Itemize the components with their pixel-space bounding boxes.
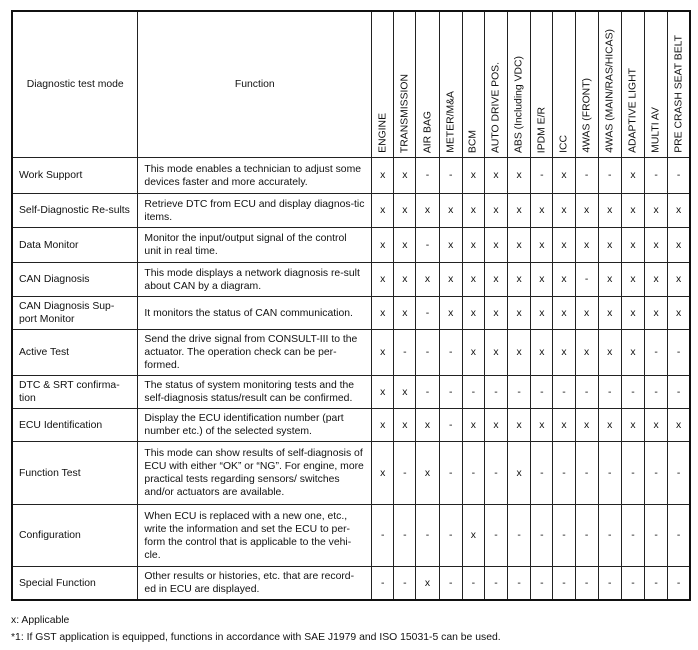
applicability-mark: - <box>621 376 644 409</box>
applicability-mark: - <box>439 505 462 567</box>
function-description-cell: Display the ECU identification number (part number etc.) of the selected system. <box>138 409 372 442</box>
applicability-mark: x <box>508 263 531 297</box>
system-column-header <box>553 11 575 158</box>
applicability-mark: x <box>645 409 668 442</box>
applicability-mark: - <box>645 567 668 601</box>
applicability-mark: - <box>645 442 668 505</box>
applicability-mark: - <box>484 567 507 601</box>
applicability-mark: x <box>508 409 531 442</box>
applicability-mark: - <box>508 505 531 567</box>
diagnostic-mode-cell: Function Test <box>12 442 138 505</box>
applicability-mark: - <box>531 442 553 505</box>
function-description-cell: Other results or histories, etc. that are record-ed in ECU are displayed. <box>138 567 372 601</box>
applicability-mark: x <box>598 330 621 376</box>
system-column-header <box>598 11 621 158</box>
system-header-label: IPDM E/R <box>536 106 548 153</box>
applicability-mark: x <box>372 228 394 263</box>
applicable-legend: x: Applicable <box>11 615 70 626</box>
applicability-mark: x <box>416 409 439 442</box>
applicability-mark: x <box>575 194 598 228</box>
function-description-cell: When ECU is replaced with a new one, etc., write the information and set the ECU to per-form the control that is applicable to the vehi-cle. <box>138 505 372 567</box>
applicability-mark: x <box>416 442 439 505</box>
applicability-mark: - <box>484 376 507 409</box>
applicability-mark: - <box>598 442 621 505</box>
applicability-mark: - <box>621 505 644 567</box>
applicability-mark: x <box>598 297 621 330</box>
table-row <box>12 376 690 409</box>
applicability-mark: x <box>508 297 531 330</box>
system-header-label: AIR BAG <box>422 110 434 153</box>
applicability-mark: x <box>621 228 644 263</box>
system-header-label: 4WAS (MAIN/RAS/HICAS) <box>604 29 616 153</box>
applicability-mark: x <box>553 194 575 228</box>
applicability-mark: - <box>668 505 690 567</box>
applicability-mark: x <box>553 158 575 194</box>
table-row <box>12 194 690 228</box>
applicability-mark: x <box>508 330 531 376</box>
applicability-mark: - <box>439 376 462 409</box>
applicability-mark: - <box>598 505 621 567</box>
applicability-mark: - <box>553 376 575 409</box>
applicability-mark: x <box>621 194 644 228</box>
applicability-mark: x <box>508 194 531 228</box>
applicability-mark: - <box>575 263 598 297</box>
applicability-mark: - <box>439 567 462 601</box>
system-column-header <box>416 11 439 158</box>
system-column-header <box>621 11 644 158</box>
applicability-mark: - <box>394 505 416 567</box>
system-column-header <box>372 11 394 158</box>
applicability-mark: - <box>508 376 531 409</box>
applicability-mark: x <box>668 297 690 330</box>
system-header-label: AUTO DRIVE POS. <box>490 61 502 153</box>
function-description-cell: Monitor the input/output signal of the control unit in real time. <box>138 228 372 263</box>
applicability-mark: x <box>598 194 621 228</box>
system-header-label: METER/M&A <box>445 91 457 153</box>
applicability-mark: x <box>484 297 507 330</box>
applicability-mark: - <box>598 158 621 194</box>
system-column-header <box>439 11 462 158</box>
applicability-mark: x <box>462 330 484 376</box>
applicability-mark: x <box>439 194 462 228</box>
applicability-mark: - <box>416 297 439 330</box>
applicability-mark: x <box>372 158 394 194</box>
system-header-label: ENGINE <box>377 113 389 153</box>
applicability-mark: - <box>416 330 439 376</box>
applicability-mark: x <box>598 263 621 297</box>
applicability-mark: x <box>668 194 690 228</box>
footnote: *1: If GST application is equipped, functions in accordance with SAE J1979 and ISO 15031-5 can be used. <box>11 632 501 643</box>
applicability-mark: - <box>575 158 598 194</box>
applicability-mark: x <box>531 194 553 228</box>
applicability-mark: x <box>531 263 553 297</box>
applicability-mark: x <box>416 194 439 228</box>
applicability-mark: - <box>439 330 462 376</box>
diagnostic-mode-cell: CAN Diagnosis Sup-port Monitor <box>12 297 138 330</box>
applicability-mark: - <box>531 505 553 567</box>
applicability-mark: x <box>484 263 507 297</box>
applicability-mark: - <box>394 567 416 601</box>
applicability-mark: - <box>394 442 416 505</box>
applicability-mark: x <box>575 330 598 376</box>
applicability-mark: x <box>372 297 394 330</box>
system-header-label: BCM <box>467 129 479 153</box>
applicability-mark: x <box>372 442 394 505</box>
table-row <box>12 158 690 194</box>
applicability-mark: x <box>416 567 439 601</box>
function-description-cell: This mode enables a technician to adjust some devices faster and more accurately. <box>138 158 372 194</box>
table-row <box>12 442 690 505</box>
applicability-mark: x <box>668 228 690 263</box>
applicability-mark: x <box>668 409 690 442</box>
system-column-header <box>484 11 507 158</box>
applicability-mark: - <box>484 442 507 505</box>
function-description-cell: Retrieve DTC from ECU and display diagnos-tic items. <box>138 194 372 228</box>
applicability-mark: - <box>645 330 668 376</box>
applicability-mark: - <box>553 567 575 601</box>
applicability-mark: - <box>531 158 553 194</box>
applicability-mark: x <box>508 228 531 263</box>
applicability-mark: - <box>508 567 531 601</box>
applicability-mark: - <box>394 330 416 376</box>
applicability-mark: - <box>462 567 484 601</box>
diagnostic-mode-table <box>11 10 691 601</box>
applicability-mark: - <box>668 376 690 409</box>
table-row <box>12 567 690 601</box>
applicability-mark: - <box>462 442 484 505</box>
system-column-header <box>531 11 553 158</box>
applicability-mark: x <box>462 263 484 297</box>
applicability-mark: - <box>439 158 462 194</box>
applicability-mark: - <box>598 376 621 409</box>
applicability-mark: x <box>462 505 484 567</box>
applicability-mark: - <box>668 567 690 601</box>
system-column-header <box>394 11 416 158</box>
applicability-mark: x <box>394 158 416 194</box>
diagnostic-mode-cell: CAN Diagnosis <box>12 263 138 297</box>
applicability-mark: x <box>462 228 484 263</box>
function-description-cell: This mode displays a network diagnosis re-sult about CAN by a diagram. <box>138 263 372 297</box>
diagnostic-table-container <box>11 10 691 601</box>
applicability-mark: x <box>508 442 531 505</box>
applicability-mark: x <box>462 194 484 228</box>
applicability-mark: x <box>372 263 394 297</box>
applicability-mark: x <box>645 194 668 228</box>
applicability-mark: - <box>439 442 462 505</box>
applicability-mark: - <box>668 158 690 194</box>
system-column-header <box>575 11 598 158</box>
applicability-mark: x <box>621 330 644 376</box>
system-header-label: ABS (Including VDC) <box>513 55 525 153</box>
table-row <box>12 505 690 567</box>
applicability-mark: x <box>575 297 598 330</box>
applicability-mark: x <box>372 376 394 409</box>
applicability-mark: x <box>508 158 531 194</box>
applicability-mark: x <box>621 158 644 194</box>
applicability-mark: - <box>439 409 462 442</box>
applicability-mark: x <box>553 409 575 442</box>
applicability-mark: - <box>416 228 439 263</box>
diagnostic-mode-cell: Data Monitor <box>12 228 138 263</box>
mode-column-header: Diagnostic test mode <box>12 11 138 158</box>
diagnostic-mode-cell: Work Support <box>12 158 138 194</box>
applicability-mark: - <box>621 567 644 601</box>
applicability-mark: x <box>645 263 668 297</box>
applicability-mark: x <box>462 297 484 330</box>
applicability-mark: - <box>575 442 598 505</box>
applicability-mark: x <box>372 194 394 228</box>
diagnostic-mode-cell: Configuration <box>12 505 138 567</box>
applicability-mark: x <box>439 263 462 297</box>
applicability-mark: - <box>598 567 621 601</box>
applicability-mark: x <box>462 409 484 442</box>
applicability-mark: - <box>416 376 439 409</box>
function-description-cell: The status of system monitoring tests and the self-diagnosis status/result can be confirmed. <box>138 376 372 409</box>
applicability-mark: - <box>531 376 553 409</box>
applicability-mark: - <box>575 567 598 601</box>
applicability-mark: x <box>531 330 553 376</box>
table-row <box>12 263 690 297</box>
applicability-mark: - <box>372 567 394 601</box>
table-row <box>12 228 690 263</box>
applicability-mark: x <box>394 409 416 442</box>
applicability-mark: x <box>394 228 416 263</box>
applicability-mark: x <box>416 263 439 297</box>
applicability-mark: x <box>439 297 462 330</box>
applicability-mark: - <box>668 330 690 376</box>
applicability-mark: x <box>484 194 507 228</box>
applicability-mark: x <box>372 330 394 376</box>
applicability-mark: x <box>575 228 598 263</box>
system-column-header <box>645 11 668 158</box>
diagnostic-mode-cell: Special Function <box>12 567 138 601</box>
applicability-mark: x <box>394 194 416 228</box>
applicability-mark: x <box>531 409 553 442</box>
applicability-mark: x <box>394 297 416 330</box>
system-column-header <box>462 11 484 158</box>
applicability-mark: - <box>668 442 690 505</box>
applicability-mark: - <box>531 567 553 601</box>
applicability-mark: - <box>553 505 575 567</box>
applicability-mark: x <box>575 409 598 442</box>
system-header-label: 4WAS (FRONT) <box>581 78 593 153</box>
applicability-mark: - <box>621 442 644 505</box>
applicability-mark: x <box>553 228 575 263</box>
function-description-cell: It monitors the status of CAN communication. <box>138 297 372 330</box>
system-column-header <box>668 11 690 158</box>
table-row <box>12 297 690 330</box>
applicability-mark: x <box>645 228 668 263</box>
diagnostic-mode-cell: DTC & SRT confirma-tion <box>12 376 138 409</box>
applicability-mark: - <box>372 505 394 567</box>
applicability-mark: x <box>645 297 668 330</box>
applicability-mark: x <box>394 263 416 297</box>
table-body <box>12 158 690 601</box>
applicability-mark: x <box>598 228 621 263</box>
applicability-mark: - <box>645 505 668 567</box>
function-column-header: Function <box>138 11 372 158</box>
function-description-cell: Send the drive signal from CONSULT-III to the actuator. The operation check can be per-formed. <box>138 330 372 376</box>
table-row <box>12 330 690 376</box>
system-header-label: TRANSMISSION <box>399 73 411 153</box>
system-header-label: ICC <box>558 135 570 153</box>
applicability-mark: x <box>621 297 644 330</box>
applicability-mark: x <box>598 409 621 442</box>
header-row <box>12 11 690 158</box>
applicability-mark: x <box>553 297 575 330</box>
notes <box>11 612 501 646</box>
diagnostic-mode-cell: Active Test <box>12 330 138 376</box>
applicability-mark: x <box>553 263 575 297</box>
applicability-mark: - <box>462 376 484 409</box>
system-header-label: MULTI AV <box>650 107 662 153</box>
applicability-mark: x <box>484 409 507 442</box>
applicability-mark: x <box>621 409 644 442</box>
system-column-header <box>508 11 531 158</box>
system-header-label: PRE CRASH SEAT BELT <box>673 35 685 153</box>
applicability-mark: - <box>575 376 598 409</box>
applicability-mark: - <box>416 505 439 567</box>
applicability-mark: x <box>394 376 416 409</box>
diagnostic-mode-cell: ECU Identification <box>12 409 138 442</box>
applicability-mark: x <box>553 330 575 376</box>
applicability-mark: - <box>575 505 598 567</box>
system-header-label: ADAPTIVE LIGHT <box>627 68 639 153</box>
table-row <box>12 409 690 442</box>
applicability-mark: x <box>439 228 462 263</box>
applicability-mark: x <box>372 409 394 442</box>
applicability-mark: x <box>484 228 507 263</box>
applicability-mark: x <box>668 263 690 297</box>
applicability-mark: x <box>531 228 553 263</box>
diagnostic-mode-cell: Self-Diagnostic Re-sults <box>12 194 138 228</box>
applicability-mark: x <box>462 158 484 194</box>
function-description-cell: This mode can show results of self-diagnosis of ECU with either “OK” or “NG”. For engine, more practical tests regarding sensors/ switches and/or actuators are available. <box>138 442 372 505</box>
applicability-mark: - <box>484 505 507 567</box>
applicability-mark: x <box>484 158 507 194</box>
applicability-mark: - <box>645 158 668 194</box>
applicability-mark: x <box>621 263 644 297</box>
applicability-mark: - <box>416 158 439 194</box>
applicability-mark: - <box>645 376 668 409</box>
applicability-mark: x <box>484 330 507 376</box>
applicability-mark: x <box>531 297 553 330</box>
applicability-mark: - <box>553 442 575 505</box>
